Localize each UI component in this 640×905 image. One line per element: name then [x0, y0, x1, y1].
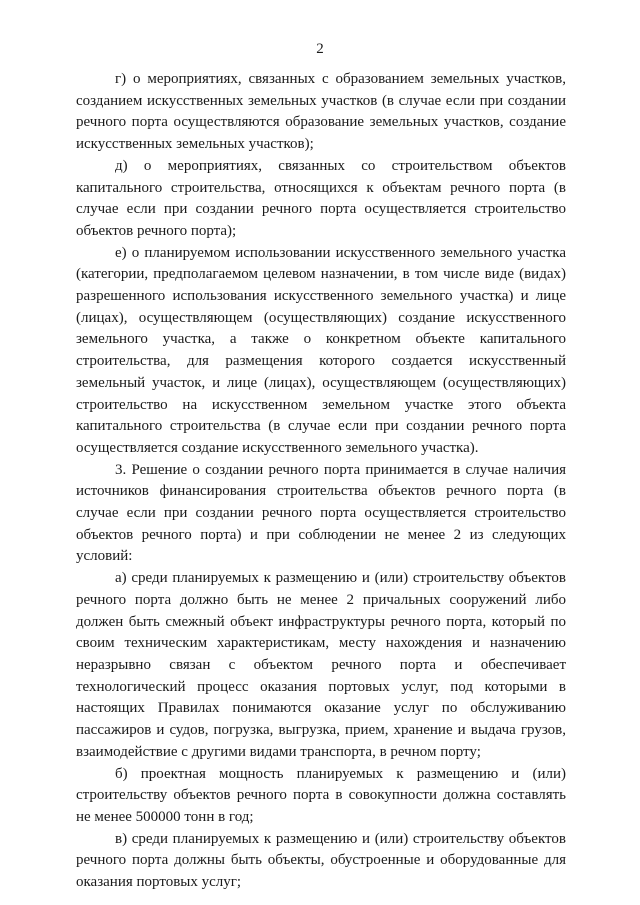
paragraph-item-d: д) о мероприятиях, связанных со строительством объектов капитального строительства, относящихся к объектам речного порта (в случае если при создании речного порта осуществляется строительство объектов речного порта);	[76, 157, 566, 239]
paragraph-item-g: г) о мероприятиях, связанных с образованием земельных участков, созданием искусственных земельных участков (в случае если при создании речного порта осуществляются образование земельных участков, создание искусственных земельных участков);	[76, 71, 566, 153]
document-body	[76, 69, 566, 894]
paragraph-condition-b: б) проектная мощность планируемых к размещению и (или) строительству объектов речного порта в совокупности должна составлять не менее 500000 тонн в год;	[76, 765, 566, 825]
paragraph-condition-a: а) среди планируемых к размещению и (или) строительству объектов речного порта должно быть не менее 2 причальных сооружений либо должен быть смежный объект инфраструктуры речного порта, который по своим техническим характеристикам, месту нахождения и назначению неразрывно связан с объектом речного порта и обеспечивает технологический процесс оказания портовых услуг, под которыми в настоящих Правилах понимаются оказание услуг по обслуживанию пассажиров и судов, погрузка, выгрузка, прием, хранение и выдача грузов, взаимодействие с другими видами транспорта, в речном порту;	[76, 570, 566, 760]
paragraph-clause-3: 3. Решение о создании речного порта принимается в случае наличия источников финансирования строительства объектов речного порта (в случае если при создании речного порта осуществляется строительство объектов речного порта) и при соблюдении не менее 2 из следующих условий:	[76, 461, 566, 565]
paragraph-item-e: е) о планируемом использовании искусственного земельного участка (категории, предполагаемом целевом назначении, в том числе виде (видах) разрешенного использования искусственного земельного участка) и лице (лицах), осуществляющем (осуществляющих) создание искусственного земельного участка, а также о конкретном объекте капитального строительства, для размещения которого создается искусственный земельный участок, и лице (лицах), осуществляющем (осуществляющих) строительство на искусственном земельном участке этого объекта капитального строительства (в случае если при создании речного порта осуществляется создание искусственного земельного участка).	[76, 244, 566, 456]
paragraph-condition-v: в) среди планируемых к размещению и (или) строительству объектов речного порта должны быть объекты, обустроенные и оборудованные для оказания портовых услуг;	[76, 830, 566, 891]
page-number: 2	[316, 41, 324, 57]
